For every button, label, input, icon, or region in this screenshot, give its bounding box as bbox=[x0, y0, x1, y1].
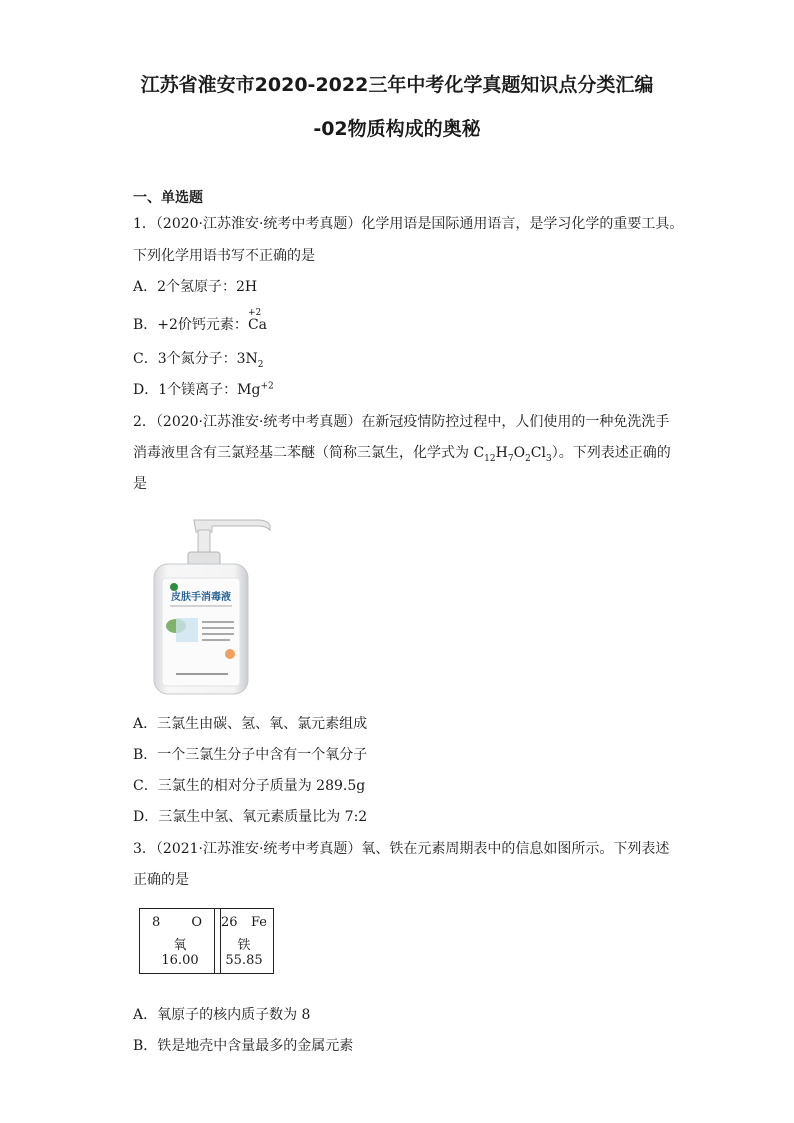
formula-cl: Cl bbox=[530, 445, 546, 461]
valence-notation bbox=[247, 308, 267, 333]
q2-stem-line1: 2．（2020·江苏淮安·统考中考真题）在新冠疫情防控过程中，人们使用的一种免洗洗手 bbox=[133, 414, 670, 430]
q1-option-c-subscript: 2 bbox=[257, 359, 264, 370]
atomic-number: 26 bbox=[221, 915, 238, 930]
q1-option-c-text: C．3个氮分子：3N bbox=[133, 351, 258, 367]
q2-option-d: D．三氯生中氢、氧元素质量比为 7:2 bbox=[133, 809, 368, 825]
element-card-oxygen bbox=[139, 908, 221, 974]
document-title-line1: 江苏省淮安市2020-2022三年中考化学真题知识点分类汇编 bbox=[140, 74, 654, 96]
q1-option-b-text: B．+2价钙元素： bbox=[133, 317, 248, 333]
q1-option-d-text: D．1个镁离子：Mg bbox=[133, 382, 261, 398]
q1-option-a: A．2个氢原子：2H bbox=[133, 279, 258, 295]
atomic-mass: 16.00 bbox=[161, 953, 199, 968]
q2-option-c: C．三氯生的相对分子质量为 289.5g bbox=[133, 778, 366, 794]
section-heading: 一、单选题 bbox=[133, 190, 203, 206]
q3-option-b: B．铁是地壳中含量最多的金属元素 bbox=[133, 1038, 354, 1054]
calcium-symbol: Ca bbox=[247, 317, 267, 333]
element-name: 铁 bbox=[237, 938, 251, 953]
element-symbol: O bbox=[191, 915, 202, 930]
q2-stem-line2 bbox=[133, 442, 671, 464]
formula-sub-c: 12 bbox=[484, 453, 496, 464]
q1-option-b bbox=[133, 308, 267, 334]
element-symbol: Fe bbox=[250, 915, 267, 930]
formula-sub-h: 7 bbox=[507, 453, 514, 464]
q1-option-d bbox=[133, 379, 274, 399]
q2-stem-text-end: ）。下列表述正确的 bbox=[551, 445, 671, 461]
element-name: 氧 bbox=[173, 938, 187, 953]
formula-h: H bbox=[495, 445, 508, 461]
q1-option-c bbox=[133, 348, 264, 370]
q3-stem-line1: 3．（2021·江苏淮安·统考中考真题）氧、铁在元素周期表中的信息如图所示。下列表述 bbox=[133, 841, 670, 857]
q1-option-d-superscript: +2 bbox=[260, 381, 274, 392]
document-title-line2: -02物质构成的奥秘 bbox=[313, 118, 481, 140]
formula-sub-cl: 3 bbox=[546, 453, 552, 464]
q3-option-a: A．氧原子的核内质子数为 8 bbox=[133, 1007, 311, 1023]
q1-stem-line1: 1．（2020·江苏淮安·统考中考真题）化学用语是国际通用语言，是学习化学的重要工具。 bbox=[133, 216, 684, 232]
formula-o: O bbox=[513, 445, 526, 461]
q2-stem-text: 消毒液里含有三氯羟基二苯醚（简称三氯生，化学式为 C bbox=[133, 445, 485, 461]
element-card-iron bbox=[214, 908, 274, 974]
q2-option-a: A．三氯生由碳、氢、氧、氯元素组成 bbox=[133, 716, 368, 732]
atomic-number: 8 bbox=[152, 915, 161, 930]
logo-icon bbox=[170, 583, 178, 591]
bottle-label: 皮肤手消毒液 bbox=[171, 592, 231, 603]
sanitizer-bottle-image bbox=[150, 508, 272, 698]
atomic-mass: 55.85 bbox=[225, 953, 263, 968]
q1-stem-line2: 下列化学用语书写不正确的是 bbox=[133, 248, 315, 264]
q2-stem-line3: 是 bbox=[133, 476, 147, 492]
q2-option-b: B．一个三氯生分子中含有一个氧分子 bbox=[133, 747, 368, 763]
q3-stem-line2: 正确的是 bbox=[133, 872, 189, 888]
formula-sub-o: 2 bbox=[525, 453, 531, 464]
valence-mark: +2 bbox=[247, 308, 262, 318]
